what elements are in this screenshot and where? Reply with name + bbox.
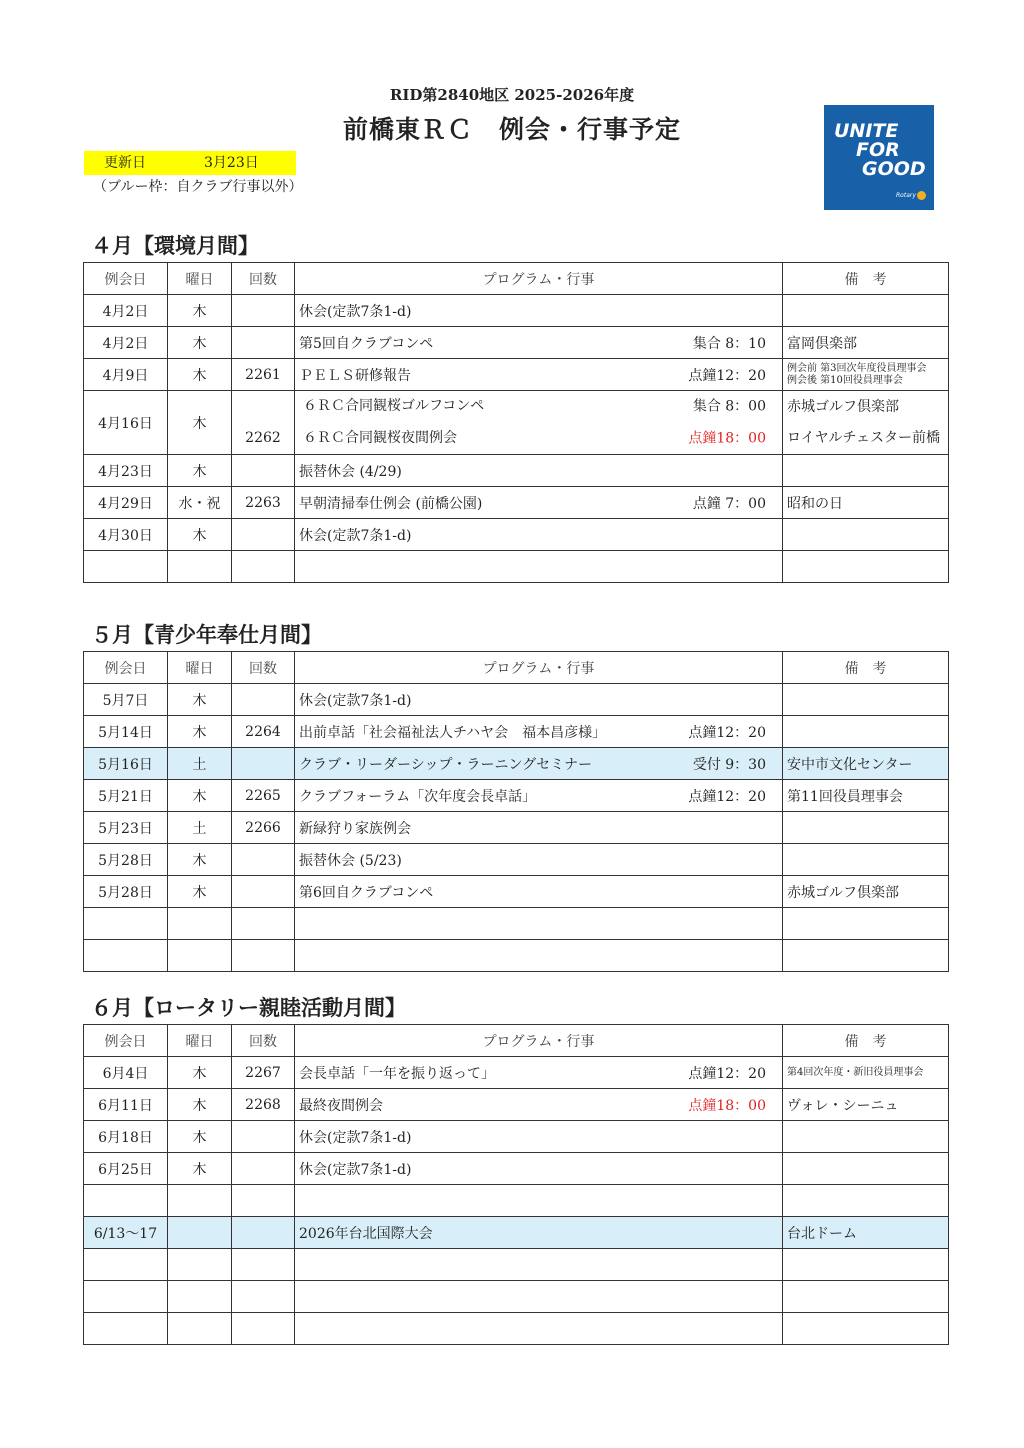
row-program [295, 1121, 783, 1153]
empty-row [84, 1313, 949, 1345]
row-num [232, 876, 295, 908]
program-text: 第5回自クラブコンペ [299, 335, 434, 352]
row-date: 5月21日 [84, 780, 168, 812]
june-title: ６月【ロータリー親睦活動月間】 [91, 995, 406, 1020]
row-date: 5月7日 [84, 684, 168, 716]
row-date: 5月28日 [84, 844, 168, 876]
empty-row [84, 1249, 949, 1281]
update-label: 更新日 [104, 155, 146, 171]
row-program [295, 1217, 783, 1249]
header-date: 例会日 [84, 263, 168, 295]
program-line-2 [299, 423, 782, 454]
program-text: ６ＲＣ合同観桜夜間例会 [303, 430, 457, 446]
row-num [232, 519, 295, 551]
logo-line-3: GOOD [862, 158, 926, 180]
row-remarks: ヴォレ・シーニュ [783, 1089, 949, 1121]
program-text: 休会(定款7条1-d) [299, 527, 412, 544]
table-row [84, 295, 949, 327]
program-time: 集合 8：10 [692, 335, 766, 352]
document-subtitle: RID第2840地区 2025-2026年度 [389, 86, 635, 104]
row-program [295, 391, 783, 455]
row-day: 水・祝 [168, 487, 232, 519]
row-date: 4月2日 [84, 327, 168, 359]
program-text: 休会(定款7条1-d) [299, 1161, 412, 1178]
rotary-wheel-icon [917, 191, 926, 200]
row-day: 木 [168, 327, 232, 359]
num-text: 2262 [245, 430, 281, 446]
row-day: 木 [168, 716, 232, 748]
row-program [295, 1153, 783, 1185]
row-day: 木 [168, 1057, 232, 1089]
program-line-1 [299, 391, 782, 422]
row-program [295, 1057, 783, 1089]
table-row [84, 487, 949, 519]
row-remarks [783, 812, 949, 844]
header-date: 例会日 [84, 652, 168, 684]
program-time: 点鐘12：20 [688, 367, 766, 384]
row-date: 4月23日 [84, 455, 168, 487]
table-row [84, 455, 949, 487]
program-time: 点鐘12：20 [688, 788, 766, 805]
row-remarks [783, 519, 949, 551]
row-remarks [783, 391, 949, 455]
row-day: 木 [168, 295, 232, 327]
program-time: 集合 8：00 [692, 398, 766, 414]
empty-row [84, 940, 949, 972]
empty-row [84, 551, 949, 583]
table-header-row [84, 652, 949, 684]
row-program [295, 780, 783, 812]
program-text: ＰＥＬＳ研修報告 [299, 367, 411, 384]
table-row [84, 359, 949, 391]
row-remarks: 第4回次年度・新旧役員理事会 [783, 1057, 949, 1089]
row-program [295, 748, 783, 780]
row-remarks: 安中市文化センター [783, 748, 949, 780]
program-time: 点鐘18：00 [688, 1097, 766, 1114]
row-date: 4月9日 [84, 359, 168, 391]
header-day: 曜日 [168, 1025, 232, 1057]
program-text: 出前卓話「社会福祉法人チハヤ会 福本昌彦様」 [299, 724, 607, 741]
program-text: 振替休会 (5/23) [299, 852, 402, 869]
row-program [295, 295, 783, 327]
table-row-external [84, 748, 949, 780]
row-remarks [783, 1153, 949, 1185]
row-remarks [783, 295, 949, 327]
row-num: 2266 [232, 812, 295, 844]
header-remarks: 備 考 [783, 1025, 949, 1057]
row-num [232, 748, 295, 780]
program-text: 2026年台北国際大会 [299, 1225, 433, 1242]
table-row [84, 327, 949, 359]
program-dual [295, 391, 782, 454]
row-day: 土 [168, 812, 232, 844]
row-program [295, 1089, 783, 1121]
program-text: 振替休会 (4/29) [299, 463, 402, 480]
table-row-external [84, 1217, 949, 1249]
row-date: 5月23日 [84, 812, 168, 844]
unite-for-good-logo [824, 105, 934, 210]
row-date: 6月11日 [84, 1089, 168, 1121]
table-row [84, 844, 949, 876]
program-text: 最終夜間例会 [299, 1097, 383, 1114]
program-time: 点鐘18：00 [688, 430, 766, 446]
program-text: クラブフォーラム「次年度会長卓話」 [299, 788, 537, 805]
row-day: 木 [168, 359, 232, 391]
header-num: 回数 [232, 1025, 295, 1057]
row-program [295, 455, 783, 487]
row-remarks: 赤城ゴルフ倶楽部 [783, 876, 949, 908]
table-row [84, 519, 949, 551]
program-text: 休会(定款7条1-d) [299, 692, 412, 709]
row-program [295, 844, 783, 876]
header-date: 例会日 [84, 1025, 168, 1057]
table-row [84, 1057, 949, 1089]
table-row [84, 1153, 949, 1185]
row-date: 6月4日 [84, 1057, 168, 1089]
legend-note: （ブルー枠：自クラブ行事以外） [93, 179, 303, 195]
row-date: 4月29日 [84, 487, 168, 519]
table-row [84, 391, 949, 455]
remarks-line-2: 例会後 第10回役員理事会 [787, 374, 903, 386]
program-text: 第6回自クラブコンペ [299, 884, 434, 901]
row-num [232, 327, 295, 359]
row-date: 5月28日 [84, 876, 168, 908]
header-remarks: 備 考 [783, 263, 949, 295]
remarks-line-2: ロイヤルチェスター前橋 [787, 429, 941, 446]
row-num [232, 1121, 295, 1153]
row-date: 5月16日 [84, 748, 168, 780]
row-program [295, 876, 783, 908]
row-program [295, 812, 783, 844]
row-program [295, 487, 783, 519]
row-remarks: 台北ドーム [783, 1217, 949, 1249]
june-table [83, 1024, 949, 1345]
row-day: 木 [168, 391, 232, 455]
row-num [232, 391, 295, 455]
row-num [232, 684, 295, 716]
program-text: 休会(定款7条1-d) [299, 303, 412, 320]
row-remarks [783, 716, 949, 748]
header-program: プログラム・行事 [295, 263, 783, 295]
document-title: 前橋東ＲＣ 例会・行事予定 [342, 115, 681, 144]
row-program [295, 716, 783, 748]
april-table [83, 262, 949, 583]
program-text: 新緑狩り家族例会 [299, 820, 411, 837]
table-row [84, 684, 949, 716]
program-text: 休会(定款7条1-d) [299, 1129, 412, 1146]
remarks-line-1: 赤城ゴルフ倶楽部 [787, 398, 899, 415]
row-num [232, 455, 295, 487]
program-time: 点鐘12：20 [688, 724, 766, 741]
row-date: 4月2日 [84, 295, 168, 327]
row-day: 木 [168, 780, 232, 812]
row-remarks [783, 455, 949, 487]
table-row [84, 812, 949, 844]
header-program: プログラム・行事 [295, 1025, 783, 1057]
program-time: 点鐘 7：00 [692, 495, 766, 512]
row-day [168, 1217, 232, 1249]
row-num [232, 1153, 295, 1185]
row-date: 6/13～17 [84, 1217, 168, 1249]
row-day: 木 [168, 876, 232, 908]
update-date-box [84, 151, 296, 175]
update-date: 3月23日 [204, 155, 259, 171]
table-row [84, 1089, 949, 1121]
header-num: 回数 [232, 263, 295, 295]
row-remarks [783, 684, 949, 716]
row-day: 木 [168, 1089, 232, 1121]
row-date: 5月14日 [84, 716, 168, 748]
table-row [84, 1121, 949, 1153]
row-day: 木 [168, 1153, 232, 1185]
row-day: 木 [168, 844, 232, 876]
row-num [232, 1217, 295, 1249]
row-num [232, 844, 295, 876]
logo-rotary-text: Rotary [896, 192, 916, 199]
program-time: 受付 9：30 [692, 756, 766, 773]
may-table [83, 651, 949, 972]
table-row [84, 780, 949, 812]
program-text: ６ＲＣ合同観桜ゴルフコンペ [303, 398, 485, 414]
header-day: 曜日 [168, 652, 232, 684]
row-day: 土 [168, 748, 232, 780]
row-date: 6月18日 [84, 1121, 168, 1153]
row-remarks [783, 844, 949, 876]
row-num: 2265 [232, 780, 295, 812]
table-header-row [84, 263, 949, 295]
table-header-row [84, 1025, 949, 1057]
table-row [84, 716, 949, 748]
row-date: 6月25日 [84, 1153, 168, 1185]
table-row [84, 876, 949, 908]
row-day: 木 [168, 1121, 232, 1153]
row-program [295, 519, 783, 551]
april-title: ４月【環境月間】 [91, 233, 259, 258]
row-num: 2268 [232, 1089, 295, 1121]
program-time: 点鐘12：20 [688, 1065, 766, 1082]
row-program [295, 327, 783, 359]
row-day: 木 [168, 684, 232, 716]
row-remarks: 第11回役員理事会 [783, 780, 949, 812]
empty-row [84, 1281, 949, 1313]
header-day: 曜日 [168, 263, 232, 295]
row-program [295, 684, 783, 716]
header-program: プログラム・行事 [295, 652, 783, 684]
empty-row [84, 1185, 949, 1217]
row-remarks: 昭和の日 [783, 487, 949, 519]
row-program [295, 359, 783, 391]
row-day: 木 [168, 519, 232, 551]
row-remarks [783, 359, 949, 391]
program-text: 会長卓話「一年を振り返って」 [299, 1065, 495, 1082]
row-remarks [783, 1121, 949, 1153]
row-num: 2261 [232, 359, 295, 391]
logo-line-1: UNITE [834, 120, 899, 142]
row-day: 木 [168, 455, 232, 487]
program-text: 早朝清掃奉仕例会 (前橋公園) [299, 495, 483, 512]
row-num: 2267 [232, 1057, 295, 1089]
program-text: クラブ・リーダーシップ・ラーニングセミナー [299, 756, 593, 773]
logo-line-2: FOR [856, 139, 900, 161]
may-title: ５月【青少年奉仕月間】 [91, 622, 322, 647]
header-remarks: 備 考 [783, 652, 949, 684]
row-num: 2263 [232, 487, 295, 519]
row-date: 4月16日 [84, 391, 168, 455]
row-date: 4月30日 [84, 519, 168, 551]
row-num [232, 295, 295, 327]
remarks-line-1: 例会前 第3回次年度役員理事会 [787, 362, 927, 374]
header-num: 回数 [232, 652, 295, 684]
empty-row [84, 908, 949, 940]
row-remarks: 富岡倶楽部 [783, 327, 949, 359]
row-num: 2264 [232, 716, 295, 748]
